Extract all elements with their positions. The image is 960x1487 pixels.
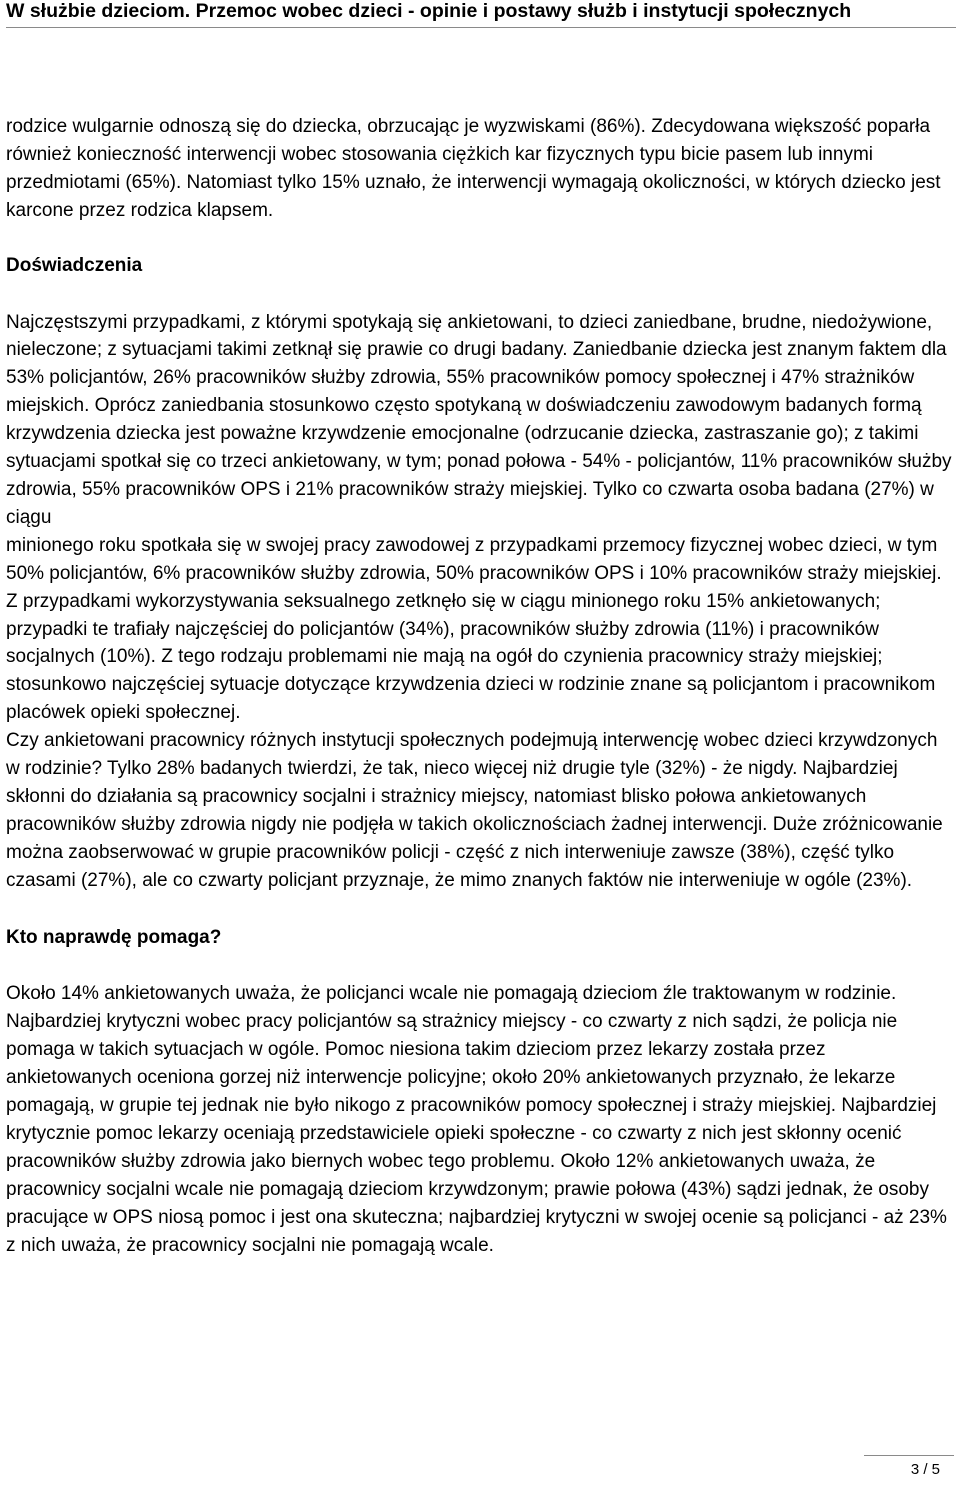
paragraph-who-helps: Około 14% ankietowanych uważa, że policjanci wcale nie pomagają dzieciom źle traktowanym w rodzinie. Najbardziej krytyczni wobec pracy policjantów są strażnicy miejscy - co czwarty z nich sądzi, że policja nie pomaga w takich sytuacjach w ogóle. Pomoc niesiona takim dzieciom przez lekarzy została przez ankietowanych oceniona gorzej niż interwencje policyjne; około 20% ankietowanych przyznało, że lekarze pomagają, w grupie tej jednak nie było nikogo z pracowników pomocy społecznej i straży miejskiej. Najbardziej krytycznie pomoc lekarzy oceniają przedstawiciele opieki społeczne - co czwarty z nich jest skłonny ocenić pracowników służby zdrowia jako biernych wobec tego problemu. Około 12% ankietowanych uważa, że pracownicy socjalni wcale nie pomagają dzieciom krzywdzonym; prawie połowa (43%) sądzi jednak, że osoby pracujące w OPS niosą pomoc i jest ona skuteczna; najbardziej krytyczni w swojej ocenie są policjanci - aż 23% z nich uważa, że pracownicy socjalni nie pomagają wcale. bbox=[6, 983, 947, 1256]
document-title: W służbie dzieciom. Przemoc wobec dzieci - opinie i postawy służb i instytucji społecznych bbox=[6, 0, 852, 22]
page-header bbox=[6, 0, 956, 30]
section-heading-who-helps: Kto naprawdę pomaga? bbox=[6, 926, 222, 948]
section-heading-experiences: Doświadczenia bbox=[6, 254, 143, 276]
page-number: 3 / 5 bbox=[910, 1461, 940, 1478]
paragraph-experiences-part-1: Najczęstszymi przypadkami, z którymi spotykają się ankietowani, to dzieci zaniedbane, brudne, niedożywione, nieleczone; z sytuacjami takimi zetknął się prawie co drugi badany. Zaniedbanie dziecka jest znanym faktem dla 53% policjantów, 26% pracowników służby zdrowia, 55% pracowników pomocy społecznej i 47% strażników miejskich. Oprócz zaniedbania stosunkowo często spotykaną w doświadczeniu zawodowym badanych formą krzywdzenia dziecka jest poważne krzywdzenie emocjonalne (odrzucanie dziecka, zastraszanie go); z takimi sytuacjami spotkał się co trzeci ankietowany, w tym; ponad połowa - 54% - policjantów, 11% pracowników służby zdrowia, 55% pracowników OPS i 21% pracowników straży miejskiej. Tylko co czwarta osoba badana (27%) w ciągu bbox=[6, 311, 952, 528]
spacer bbox=[6, 225, 954, 252]
footer-divider bbox=[864, 1455, 954, 1456]
paragraph-attitudes: rodzice wulgarnie odnoszą się do dziecka, obrzucając je wyzwiskami (86%). Zdecydowana większość poparła również konieczność interwencji wobec stosowania ciężkich kar fizycznych typu bicie pasem lub innymi przedmiotami (65%). Natomiast tylko 15% uznało, że interwencji wymagają okoliczności, w których dziecko jest karcone przez rodzica klapsem. bbox=[6, 116, 941, 221]
page-footer bbox=[6, 1455, 954, 1485]
paragraph-experiences bbox=[6, 309, 954, 895]
document-body bbox=[6, 113, 954, 1260]
spacer bbox=[6, 280, 954, 309]
spacer bbox=[6, 951, 954, 980]
paragraph-interventions: Czy ankietowani pracownicy różnych instytucji społecznych podejmują interwencję wobec dzieci krzywdzonych w rodzinie? Tylko 28% badanych twierdzi, że tak, nieco więcej niż drugie tyle (32%) - że nigdy. Najbardziej skłonni do działania są pracownicy socjalni i strażnicy miejscy, natomiast blisko połowa ankietowanych pracowników służby zdrowia nigdy nie podjęła w takich okolicznościach żadnej interwencji. Duże zróżnicowanie można zaobserwować w grupie pracowników policji - część z nich interweniuje zawsze (38%), część tylko czasami (27%), ale co czwarty policjant przyznaje, że mimo znanych faktów nie interweniuje w ogóle (23%). bbox=[6, 730, 943, 891]
spacer bbox=[6, 895, 954, 924]
header-divider bbox=[6, 27, 956, 28]
paragraph-experiences-part-2: minionego roku spotkała się w swojej pracy zawodowej z przypadkami przemocy fizycznej wobec dzieci, w tym 50% policjantów, 6% pracowników służby zdrowia, 50% pracowników OPS i 10% pracowników straży miejskiej. Z przypadkami wykorzystywania seksualnego zetknęło się w ciągu minionego roku 15% ankietowanych; przypadki te trafiały najczęściej do policjantów (34%), pracowników służby zdrowia (11%) i pracowników socjalnych (10%). Z tego rodzaju problemami nie mają na ogół do czynienia pracownicy straży miejskiej; stosunkowo najczęściej sytuacje dotyczące krzywdzenia dzieci w rodzinie znane są policjantom i pracownikom placówek opieki społecznej. bbox=[6, 534, 942, 724]
